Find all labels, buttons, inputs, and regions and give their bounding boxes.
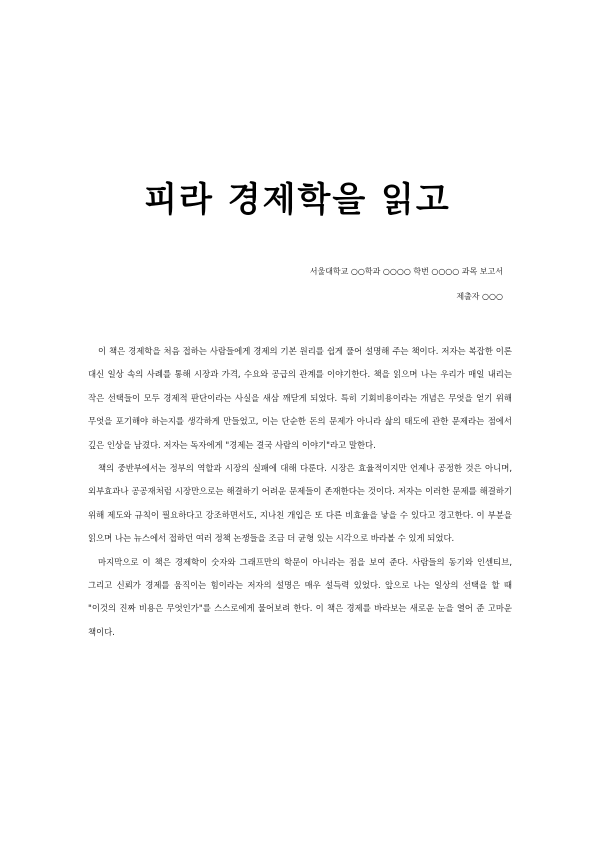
body-paragraph: 책의 중반부에서는 정부의 역할과 시장의 실패에 대해 다룬다. 시장은 효율적이지만 언제나 공정한 것은 아니며, 외부효과나 공공재처럼 시장만으로는 해결하기 어려운 문제들이 존재한다는 것이다. 저자는 이러한 문제를 해결하기 위해 제도와 규칙이 필요하다고 강조하면서도, 지나친 개입은 또 다른 비효율을 낳을 수 있다고 경고한다. 이 부분을 읽으며 나는 뉴스에서 접하던 여러 정책 논쟁들을 조금 더 균형 있는 시각으로 바라볼 수 있게 되었다. bbox=[88, 463, 512, 544]
document-title: 피라 경제학을 읽고 bbox=[144, 180, 451, 220]
author-info-line: 서울대학교 ○○학과 ○○○○ 학번 ○○○○ 과목 보고서 bbox=[309, 267, 503, 276]
body-paragraph: 이 책은 경제학을 처음 접하는 사람들에게 경제의 기본 원리를 쉽게 풀어 설명해 주는 책이다. 저자는 복잡한 이론 대신 일상 속의 사례를 통해 시장과 가격, 수요와 공급의 관계를 이야기한다. 책을 읽으며 나는 우리가 매일 내리는 작은 선택들이 모두 경제적 판단이라는 사실을 새삼 깨닫게 되었다. 특히 기회비용이라는 개념은 무엇을 얻기 위해 무엇을 포기해야 하는지를 생각하게 만들었고, 이는 단순한 돈의 문제가 아니라 삶의 태도에 관한 문제라는 점에서 깊은 인상을 남겼다. 저자는 독자에게 "경제는 결국 사람의 이야기"라고 말한다. bbox=[88, 346, 512, 450]
author-name-line: 제출자 ○○○ bbox=[456, 292, 503, 301]
document-body bbox=[88, 340, 512, 644]
body-paragraph: 마지막으로 이 책은 경제학이 숫자와 그래프만의 학문이 아니라는 점을 보여 준다. 사람들의 동기와 인센티브, 그리고 신뢰가 경제를 움직이는 힘이라는 저자의 설명은 매우 설득력 있었다. 앞으로 나는 일상의 선택을 할 때 "이것의 진짜 비용은 무엇인가"를 스스로에게 물어보려 한다. 이 책은 경제를 바라보는 새로운 눈을 열어 준 고마운 책이다. bbox=[88, 556, 512, 637]
